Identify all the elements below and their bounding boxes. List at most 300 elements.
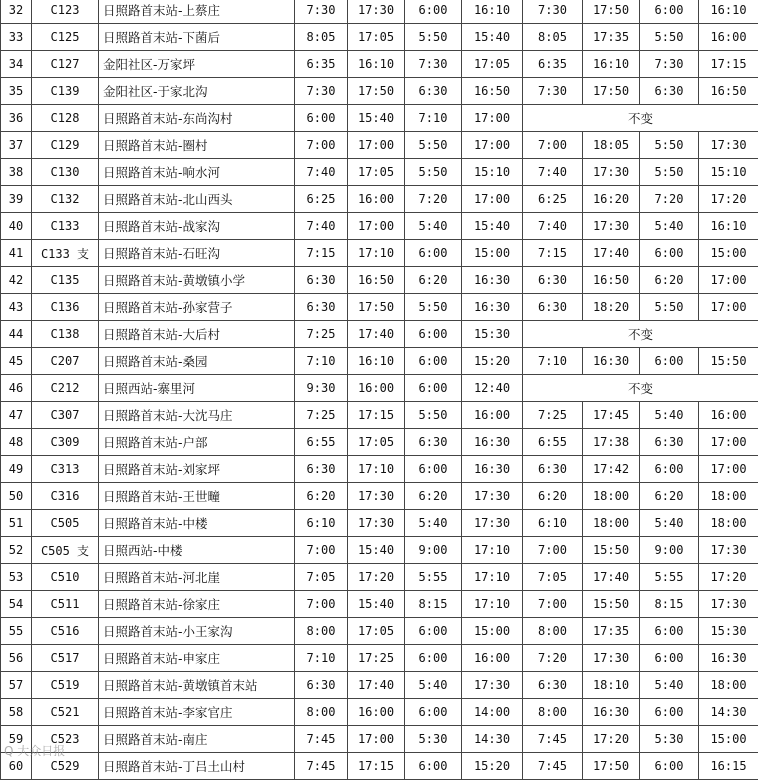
route-name: 日照路首末站-圈村	[99, 132, 295, 159]
summer-last-bus-out: 17:10	[348, 240, 405, 267]
summer-last-bus-back: 16:00	[462, 402, 523, 429]
summer-last-bus-back: 17:10	[462, 537, 523, 564]
summer-last-bus-back: 17:30	[462, 672, 523, 699]
route-code: C128	[32, 105, 99, 132]
route-name: 日照路首末站-南庄	[99, 726, 295, 753]
route-code: C133 支	[32, 240, 99, 267]
summer-first-bus-back: 6:00	[405, 699, 462, 726]
winter-first-bus-out: 8:00	[523, 699, 583, 726]
winter-first-bus-out: 7:05	[523, 564, 583, 591]
summer-last-bus-out: 17:30	[348, 510, 405, 537]
route-code: C309	[32, 429, 99, 456]
table-row	[1, 132, 758, 159]
row-number: 37	[1, 132, 32, 159]
summer-last-bus-out: 16:00	[348, 375, 405, 402]
row-number: 49	[1, 456, 32, 483]
row-number: 45	[1, 348, 32, 375]
winter-last-bus-out: 18:10	[583, 672, 640, 699]
summer-last-bus-back: 17:30	[462, 510, 523, 537]
winter-last-bus-out: 18:20	[583, 294, 640, 321]
winter-last-bus-out: 16:30	[583, 348, 640, 375]
summer-last-bus-out: 17:20	[348, 564, 405, 591]
table-row	[1, 321, 758, 348]
route-name: 金阳社区-万家坪	[99, 51, 295, 78]
winter-first-bus-back: 5:50	[640, 24, 699, 51]
winter-last-bus-out: 17:35	[583, 618, 640, 645]
route-code: C130	[32, 159, 99, 186]
row-number: 34	[1, 51, 32, 78]
summer-last-bus-out: 16:10	[348, 51, 405, 78]
winter-last-bus-back: 15:10	[699, 159, 758, 186]
table-row	[1, 186, 758, 213]
winter-first-bus-out: 7:45	[523, 753, 583, 780]
table-body	[1, 0, 758, 780]
winter-last-bus-back: 18:00	[699, 483, 758, 510]
winter-first-bus-back: 6:00	[640, 240, 699, 267]
summer-first-bus-out: 6:30	[295, 672, 348, 699]
row-number: 39	[1, 186, 32, 213]
watermark: Q 大众日报	[4, 742, 65, 759]
summer-first-bus-back: 7:10	[405, 105, 462, 132]
route-code: C132	[32, 186, 99, 213]
summer-last-bus-out: 16:00	[348, 699, 405, 726]
winter-last-bus-back: 17:30	[699, 591, 758, 618]
summer-last-bus-out: 15:40	[348, 537, 405, 564]
summer-first-bus-back: 8:15	[405, 591, 462, 618]
summer-first-bus-back: 6:00	[405, 321, 462, 348]
winter-first-bus-out: 6:30	[523, 456, 583, 483]
winter-first-bus-out: 6:10	[523, 510, 583, 537]
route-name: 日照路首末站-石旺沟	[99, 240, 295, 267]
summer-first-bus-out: 7:40	[295, 213, 348, 240]
summer-last-bus-back: 16:30	[462, 429, 523, 456]
winter-first-bus-out: 6:25	[523, 186, 583, 213]
winter-last-bus-out: 17:42	[583, 456, 640, 483]
summer-first-bus-back: 5:50	[405, 294, 462, 321]
summer-first-bus-out: 7:30	[295, 78, 348, 105]
table-row	[1, 159, 758, 186]
winter-first-bus-out: 7:45	[523, 726, 583, 753]
winter-last-bus-out: 16:10	[583, 51, 640, 78]
summer-first-bus-out: 9:30	[295, 375, 348, 402]
summer-last-bus-out: 17:05	[348, 618, 405, 645]
winter-last-bus-back: 14:30	[699, 699, 758, 726]
winter-last-bus-out: 17:30	[583, 645, 640, 672]
summer-first-bus-out: 8:05	[295, 24, 348, 51]
route-name: 日照路首末站-小王家沟	[99, 618, 295, 645]
route-name: 日照路首末站-李家官庄	[99, 699, 295, 726]
winter-last-bus-out: 16:20	[583, 186, 640, 213]
route-code: C316	[32, 483, 99, 510]
winter-last-bus-back: 17:20	[699, 186, 758, 213]
summer-first-bus-out: 7:05	[295, 564, 348, 591]
winter-last-bus-out: 17:40	[583, 564, 640, 591]
table-row	[1, 537, 758, 564]
winter-first-bus-back: 6:20	[640, 483, 699, 510]
winter-first-bus-back: 6:00	[640, 348, 699, 375]
route-name: 日照路首末站-下菌后	[99, 24, 295, 51]
winter-first-bus-back: 6:00	[640, 699, 699, 726]
summer-last-bus-back: 16:50	[462, 78, 523, 105]
winter-first-bus-out: 8:00	[523, 618, 583, 645]
summer-first-bus-back: 5:50	[405, 132, 462, 159]
summer-last-bus-back: 17:10	[462, 564, 523, 591]
route-code: C505	[32, 510, 99, 537]
winter-first-bus-back: 5:50	[640, 132, 699, 159]
winter-last-bus-out: 17:45	[583, 402, 640, 429]
winter-last-bus-out: 18:00	[583, 483, 640, 510]
summer-first-bus-out: 7:45	[295, 753, 348, 780]
winter-first-bus-back: 5:55	[640, 564, 699, 591]
summer-last-bus-out: 16:10	[348, 348, 405, 375]
summer-last-bus-back: 17:00	[462, 105, 523, 132]
row-number: 36	[1, 105, 32, 132]
route-name: 日照路首末站-户部	[99, 429, 295, 456]
table-row	[1, 0, 758, 24]
summer-first-bus-back: 5:40	[405, 510, 462, 537]
route-code: C135	[32, 267, 99, 294]
route-code: C307	[32, 402, 99, 429]
summer-first-bus-out: 7:25	[295, 402, 348, 429]
summer-last-bus-back: 17:00	[462, 132, 523, 159]
winter-first-bus-back: 9:00	[640, 537, 699, 564]
route-code: C505 支	[32, 537, 99, 564]
winter-first-bus-out: 7:40	[523, 159, 583, 186]
winter-last-bus-back: 16:10	[699, 213, 758, 240]
winter-last-bus-out: 18:05	[583, 132, 640, 159]
summer-first-bus-back: 5:55	[405, 564, 462, 591]
winter-first-bus-back: 6:00	[640, 0, 699, 24]
winter-first-bus-back: 6:00	[640, 456, 699, 483]
summer-first-bus-out: 6:30	[295, 456, 348, 483]
summer-first-bus-back: 5:50	[405, 159, 462, 186]
summer-last-bus-back: 15:40	[462, 213, 523, 240]
winter-first-bus-back: 5:40	[640, 510, 699, 537]
route-name: 日照路首末站-丁吕土山村	[99, 753, 295, 780]
row-number: 46	[1, 375, 32, 402]
winter-first-bus-out: 6:55	[523, 429, 583, 456]
winter-first-bus-back: 6:30	[640, 78, 699, 105]
winter-first-bus-out: 7:30	[523, 0, 583, 24]
summer-last-bus-back: 15:30	[462, 321, 523, 348]
summer-last-bus-back: 16:30	[462, 294, 523, 321]
table-row	[1, 348, 758, 375]
table-row	[1, 402, 758, 429]
table-row	[1, 672, 758, 699]
winter-first-bus-out: 7:15	[523, 240, 583, 267]
summer-last-bus-back: 14:00	[462, 699, 523, 726]
route-name: 日照路首末站-响水河	[99, 159, 295, 186]
route-name: 日照路首末站-东尚沟村	[99, 105, 295, 132]
winter-last-bus-back: 17:30	[699, 537, 758, 564]
row-number: 42	[1, 267, 32, 294]
summer-last-bus-out: 17:15	[348, 402, 405, 429]
route-name: 日照路首末站-申家庄	[99, 645, 295, 672]
summer-last-bus-back: 17:00	[462, 186, 523, 213]
summer-first-bus-back: 5:50	[405, 24, 462, 51]
summer-first-bus-back: 5:40	[405, 213, 462, 240]
route-code: C139	[32, 78, 99, 105]
winter-last-bus-back: 17:00	[699, 456, 758, 483]
summer-last-bus-back: 15:00	[462, 240, 523, 267]
summer-first-bus-back: 6:00	[405, 456, 462, 483]
summer-last-bus-back: 16:00	[462, 645, 523, 672]
summer-first-bus-out: 8:00	[295, 618, 348, 645]
route-name: 日照西站-中楼	[99, 537, 295, 564]
route-code: C127	[32, 51, 99, 78]
summer-last-bus-out: 16:00	[348, 186, 405, 213]
table-row	[1, 78, 758, 105]
route-code: C313	[32, 456, 99, 483]
row-number: 58	[1, 699, 32, 726]
route-name: 日照路首末站-刘家坪	[99, 456, 295, 483]
summer-first-bus-back: 9:00	[405, 537, 462, 564]
summer-first-bus-out: 6:30	[295, 267, 348, 294]
winter-last-bus-back: 17:20	[699, 564, 758, 591]
winter-last-bus-out: 15:50	[583, 591, 640, 618]
route-name: 日照路首末站-大沈马庄	[99, 402, 295, 429]
winter-last-bus-back: 15:50	[699, 348, 758, 375]
summer-first-bus-out: 7:25	[295, 321, 348, 348]
winter-first-bus-back: 6:00	[640, 618, 699, 645]
summer-last-bus-out: 17:10	[348, 456, 405, 483]
winter-first-bus-back: 7:20	[640, 186, 699, 213]
table-row	[1, 429, 758, 456]
summer-first-bus-back: 6:00	[405, 375, 462, 402]
winter-last-bus-back: 15:00	[699, 726, 758, 753]
winter-last-bus-back: 15:00	[699, 240, 758, 267]
winter-last-bus-back: 16:30	[699, 645, 758, 672]
winter-first-bus-out: 7:00	[523, 591, 583, 618]
winter-last-bus-out: 16:50	[583, 267, 640, 294]
winter-last-bus-back: 18:00	[699, 672, 758, 699]
summer-first-bus-out: 7:30	[295, 0, 348, 24]
winter-first-bus-out: 6:20	[523, 483, 583, 510]
route-name: 日照路首末站-桑园	[99, 348, 295, 375]
route-name: 日照路首末站-黄墩镇小学	[99, 267, 295, 294]
summer-last-bus-out: 17:00	[348, 213, 405, 240]
table-row	[1, 483, 758, 510]
winter-last-bus-out: 17:50	[583, 78, 640, 105]
summer-first-bus-out: 7:00	[295, 537, 348, 564]
table-row	[1, 699, 758, 726]
winter-first-bus-back: 6:20	[640, 267, 699, 294]
summer-first-bus-out: 6:20	[295, 483, 348, 510]
summer-first-bus-out: 7:45	[295, 726, 348, 753]
summer-first-bus-back: 6:00	[405, 240, 462, 267]
summer-last-bus-back: 17:30	[462, 483, 523, 510]
row-number: 35	[1, 78, 32, 105]
row-number: 50	[1, 483, 32, 510]
winter-first-bus-out: 7:10	[523, 348, 583, 375]
summer-first-bus-back: 6:00	[405, 618, 462, 645]
route-code: C523	[32, 726, 99, 753]
route-name: 日照路首末站-上蔡庄	[99, 0, 295, 24]
table-row	[1, 510, 758, 537]
winter-last-bus-back: 16:10	[699, 0, 758, 24]
table-row	[1, 294, 758, 321]
summer-first-bus-out: 6:00	[295, 105, 348, 132]
winter-last-bus-back: 16:15	[699, 753, 758, 780]
winter-last-bus-out: 17:30	[583, 159, 640, 186]
winter-last-bus-back: 16:00	[699, 402, 758, 429]
summer-first-bus-out: 7:40	[295, 159, 348, 186]
winter-first-bus-back: 8:15	[640, 591, 699, 618]
winter-first-bus-back: 5:50	[640, 159, 699, 186]
summer-first-bus-back: 6:00	[405, 0, 462, 24]
winter-first-bus-out: 6:30	[523, 672, 583, 699]
winter-first-bus-out: 8:05	[523, 24, 583, 51]
route-name: 金阳社区-于家北沟	[99, 78, 295, 105]
summer-last-bus-back: 12:40	[462, 375, 523, 402]
route-code: C521	[32, 699, 99, 726]
summer-last-bus-back: 16:10	[462, 0, 523, 24]
row-number: 32	[1, 0, 32, 24]
winter-last-bus-back: 17:00	[699, 294, 758, 321]
table-row	[1, 240, 758, 267]
summer-last-bus-back: 15:40	[462, 24, 523, 51]
winter-first-bus-out: 7:20	[523, 645, 583, 672]
winter-first-bus-back: 6:00	[640, 645, 699, 672]
winter-last-bus-back: 17:00	[699, 429, 758, 456]
route-name: 日照路首末站-黄墩镇首末站	[99, 672, 295, 699]
summer-first-bus-out: 7:00	[295, 132, 348, 159]
row-number: 56	[1, 645, 32, 672]
route-code: C519	[32, 672, 99, 699]
route-code: C136	[32, 294, 99, 321]
summer-last-bus-out: 15:40	[348, 105, 405, 132]
table-row	[1, 375, 758, 402]
winter-last-bus-out: 17:38	[583, 429, 640, 456]
winter-first-bus-back: 6:30	[640, 429, 699, 456]
summer-last-bus-back: 16:30	[462, 267, 523, 294]
table-row	[1, 51, 758, 78]
table-row	[1, 213, 758, 240]
summer-last-bus-out: 17:25	[348, 645, 405, 672]
summer-first-bus-out: 7:00	[295, 591, 348, 618]
table-row	[1, 726, 758, 753]
winter-last-bus-back: 15:30	[699, 618, 758, 645]
route-code: C129	[32, 132, 99, 159]
winter-first-bus-back: 5:40	[640, 213, 699, 240]
route-code: C123	[32, 0, 99, 24]
winter-last-bus-out: 15:50	[583, 537, 640, 564]
winter-first-bus-back: 5:30	[640, 726, 699, 753]
summer-first-bus-back: 6:30	[405, 429, 462, 456]
winter-last-bus-back: 16:00	[699, 24, 758, 51]
route-code: C133	[32, 213, 99, 240]
route-name: 日照路首末站-王世疃	[99, 483, 295, 510]
winter-first-bus-out: 7:00	[523, 537, 583, 564]
summer-last-bus-back: 14:30	[462, 726, 523, 753]
row-number: 43	[1, 294, 32, 321]
summer-first-bus-back: 5:40	[405, 672, 462, 699]
row-number: 54	[1, 591, 32, 618]
winter-first-bus-out: 7:40	[523, 213, 583, 240]
route-name: 日照路首末站-战家沟	[99, 213, 295, 240]
table-row	[1, 456, 758, 483]
winter-last-bus-out: 17:30	[583, 213, 640, 240]
summer-first-bus-back: 7:20	[405, 186, 462, 213]
summer-first-bus-out: 8:00	[295, 699, 348, 726]
route-code: C125	[32, 24, 99, 51]
summer-first-bus-back: 6:20	[405, 267, 462, 294]
summer-last-bus-back: 15:10	[462, 159, 523, 186]
table-row	[1, 591, 758, 618]
winter-first-bus-back: 5:40	[640, 402, 699, 429]
summer-last-bus-out: 17:30	[348, 0, 405, 24]
row-number: 41	[1, 240, 32, 267]
winter-first-bus-out: 6:35	[523, 51, 583, 78]
table-row	[1, 753, 758, 780]
summer-last-bus-out: 17:05	[348, 159, 405, 186]
row-number: 59	[1, 726, 32, 753]
winter-last-bus-back: 17:30	[699, 132, 758, 159]
route-name: 日照路首末站-河北崖	[99, 564, 295, 591]
row-number: 38	[1, 159, 32, 186]
summer-first-bus-out: 7:15	[295, 240, 348, 267]
winter-first-bus-out: 7:00	[523, 132, 583, 159]
summer-last-bus-out: 17:00	[348, 726, 405, 753]
route-name: 日照路首末站-徐家庄	[99, 591, 295, 618]
summer-last-bus-out: 17:05	[348, 24, 405, 51]
table-row	[1, 618, 758, 645]
summer-first-bus-out: 6:10	[295, 510, 348, 537]
route-code: C511	[32, 591, 99, 618]
summer-first-bus-out: 6:25	[295, 186, 348, 213]
summer-last-bus-out: 17:50	[348, 294, 405, 321]
summer-first-bus-back: 7:30	[405, 51, 462, 78]
summer-last-bus-out: 17:15	[348, 753, 405, 780]
summer-last-bus-out: 17:05	[348, 429, 405, 456]
route-name: 日照西站-寨里河	[99, 375, 295, 402]
summer-first-bus-out: 7:10	[295, 645, 348, 672]
summer-last-bus-out: 17:50	[348, 78, 405, 105]
winter-last-bus-back: 16:50	[699, 78, 758, 105]
route-code: C517	[32, 645, 99, 672]
winter-first-bus-back: 5:50	[640, 294, 699, 321]
route-code: C516	[32, 618, 99, 645]
summer-first-bus-back: 6:00	[405, 645, 462, 672]
summer-last-bus-back: 17:05	[462, 51, 523, 78]
table-row	[1, 267, 758, 294]
table-row	[1, 105, 758, 132]
winter-last-bus-out: 17:50	[583, 0, 640, 24]
unchanged-cell: 不变	[523, 321, 758, 348]
row-number: 48	[1, 429, 32, 456]
unchanged-cell: 不变	[523, 105, 758, 132]
row-number: 55	[1, 618, 32, 645]
row-number: 47	[1, 402, 32, 429]
row-number: 57	[1, 672, 32, 699]
summer-first-bus-out: 6:35	[295, 51, 348, 78]
table-row	[1, 24, 758, 51]
winter-last-bus-out: 18:00	[583, 510, 640, 537]
summer-last-bus-back: 16:30	[462, 456, 523, 483]
winter-last-bus-out: 17:40	[583, 240, 640, 267]
row-number: 52	[1, 537, 32, 564]
table-row	[1, 564, 758, 591]
winter-first-bus-back: 5:40	[640, 672, 699, 699]
winter-last-bus-back: 17:00	[699, 267, 758, 294]
row-number: 60	[1, 753, 32, 780]
summer-first-bus-back: 6:00	[405, 753, 462, 780]
row-number: 51	[1, 510, 32, 537]
row-number: 40	[1, 213, 32, 240]
summer-first-bus-back: 6:30	[405, 78, 462, 105]
winter-last-bus-out: 17:20	[583, 726, 640, 753]
row-number: 53	[1, 564, 32, 591]
